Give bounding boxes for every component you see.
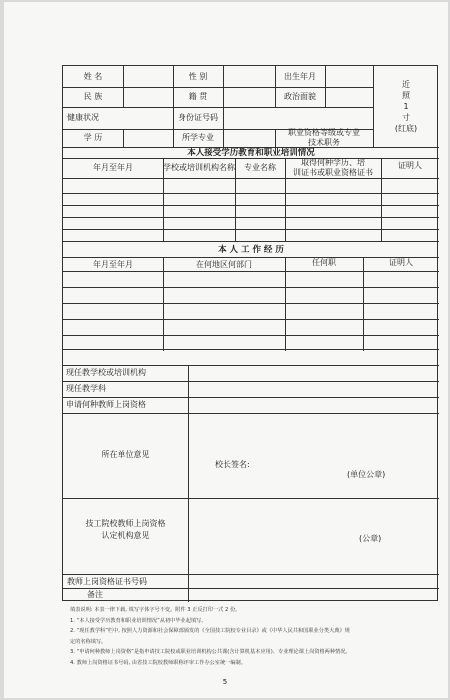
instruction-line: 3. “申请何种教师上岗资格”是指申请技工院校或职业培训机构公共课(含计算机基本应用)、专业理论课上岗资格两种情况。 [70, 649, 351, 655]
instruction-line: 填表说明: 本表一律下载, 填写字体字号不变。附件 3 正反打印一式 2 份。 [70, 607, 241, 613]
row-divider [63, 574, 439, 575]
row-divider [63, 335, 439, 336]
row-divider [63, 413, 439, 414]
row-divider [63, 397, 439, 398]
principal-signature-label: 校长签名: [215, 460, 250, 469]
row-divider [63, 319, 439, 320]
row-divider [63, 217, 439, 218]
col-divider [123, 129, 124, 147]
row-divider [63, 365, 439, 366]
certificate-number-label: 教师上岗资格证书号码 [67, 577, 147, 586]
unit-seal-label: (单位公章) [347, 470, 386, 479]
col-divider [285, 257, 286, 351]
gender-label: 性 别 [188, 72, 208, 81]
qualification-label-line2: 技术职务 [308, 138, 340, 147]
education-label: 学 历 [83, 133, 103, 142]
ethnicity-label: 民 族 [83, 92, 103, 101]
major-label: 所学专业 [182, 133, 214, 142]
row-divider [63, 178, 439, 179]
instruction-line: 2. “现任教学科”栏中, 按照人力资源和社会保障部颁发的《全国技工院校专业目录》或《中华人民共和国职业分类大典》规 [70, 628, 350, 634]
edu-col-witness: 证明人 [398, 161, 422, 170]
page-number: 5 [222, 678, 228, 686]
row-divider [63, 287, 439, 288]
id-number-label: 身份证号码 [178, 113, 218, 122]
unit-opinion-label: 所在单位意见 [101, 450, 150, 459]
work-col-unit: 在何地区何部门 [196, 260, 252, 269]
origin-label: 籍 贯 [188, 92, 208, 101]
work-section-title: 本 人 工 作 经 历 [218, 245, 284, 255]
col-divider [163, 257, 164, 351]
education-section-title: 本人接受学历教育和职业培训情况 [187, 148, 315, 158]
remarks-label: 备注 [87, 590, 103, 599]
work-col-period: 年月至年月 [93, 260, 133, 269]
edu-col-certificate-line1: 取得何种学历、培 [301, 158, 365, 167]
work-col-position: 任何职 [312, 258, 336, 267]
col-divider [325, 66, 326, 107]
qualification-label-line1: 职业资格等级或专业 [288, 128, 360, 137]
row-divider [63, 271, 439, 272]
row-divider [63, 303, 439, 304]
current-subject-label: 现任教学科 [66, 384, 106, 393]
row-divider [63, 498, 439, 499]
photo-text: 寸 [402, 113, 410, 122]
photo-text: (红底) [394, 124, 418, 133]
official-seal-label: (公章) [359, 534, 382, 543]
col-divider [188, 365, 189, 602]
political-status-label: 政治面貌 [284, 92, 316, 101]
row-divider [63, 349, 439, 350]
photo-text: 照 [402, 91, 410, 100]
name-label: 姓 名 [83, 72, 103, 81]
photo-placeholder [373, 66, 439, 147]
row-divider [63, 107, 373, 108]
col-divider [223, 66, 224, 147]
instruction-line: 定的名称填写。 [70, 638, 107, 645]
instruction-line: 1. “本人接受学历教育和职业培训情况”从初中毕业起填写。 [70, 617, 207, 624]
edu-col-period: 年月至年月 [93, 163, 133, 172]
applied-qualification-label: 申请何种教师上岗资格 [66, 400, 146, 409]
edu-col-major: 专业名称 [244, 163, 276, 172]
filling-instructions [70, 605, 440, 668]
row-divider [63, 158, 439, 159]
work-col-witness: 证明人 [389, 258, 413, 267]
row-divider [63, 241, 439, 242]
row-divider [63, 381, 439, 382]
edu-col-school: 学校或培训机构名称 [163, 163, 235, 172]
document-page [4, 2, 448, 698]
col-divider [123, 66, 124, 107]
current-school-label: 现任教学校或培训机构 [66, 368, 146, 377]
instruction-line: 4. 教师上岗资格证书号码, 由省技工院校教师职称评审工作办公室统一编制。 [70, 659, 246, 666]
birth-label: 出生年月 [284, 72, 316, 81]
row-divider [63, 205, 439, 206]
certification-opinion-label-line2: 认定机构意见 [101, 531, 150, 540]
row-divider [63, 193, 439, 194]
col-divider [363, 257, 364, 351]
health-label: 健康状况 [67, 113, 99, 122]
application-form-table [62, 65, 438, 601]
row-divider [63, 588, 439, 589]
photo-text: 1 [403, 102, 409, 111]
row-divider [63, 229, 439, 230]
edu-col-certificate-line2: 训证书或职业资格证书 [293, 168, 373, 177]
certification-opinion-label-line1: 技工院校教师上岗资格 [85, 519, 166, 528]
row-divider [63, 87, 373, 88]
photo-text: 近 [402, 80, 410, 89]
